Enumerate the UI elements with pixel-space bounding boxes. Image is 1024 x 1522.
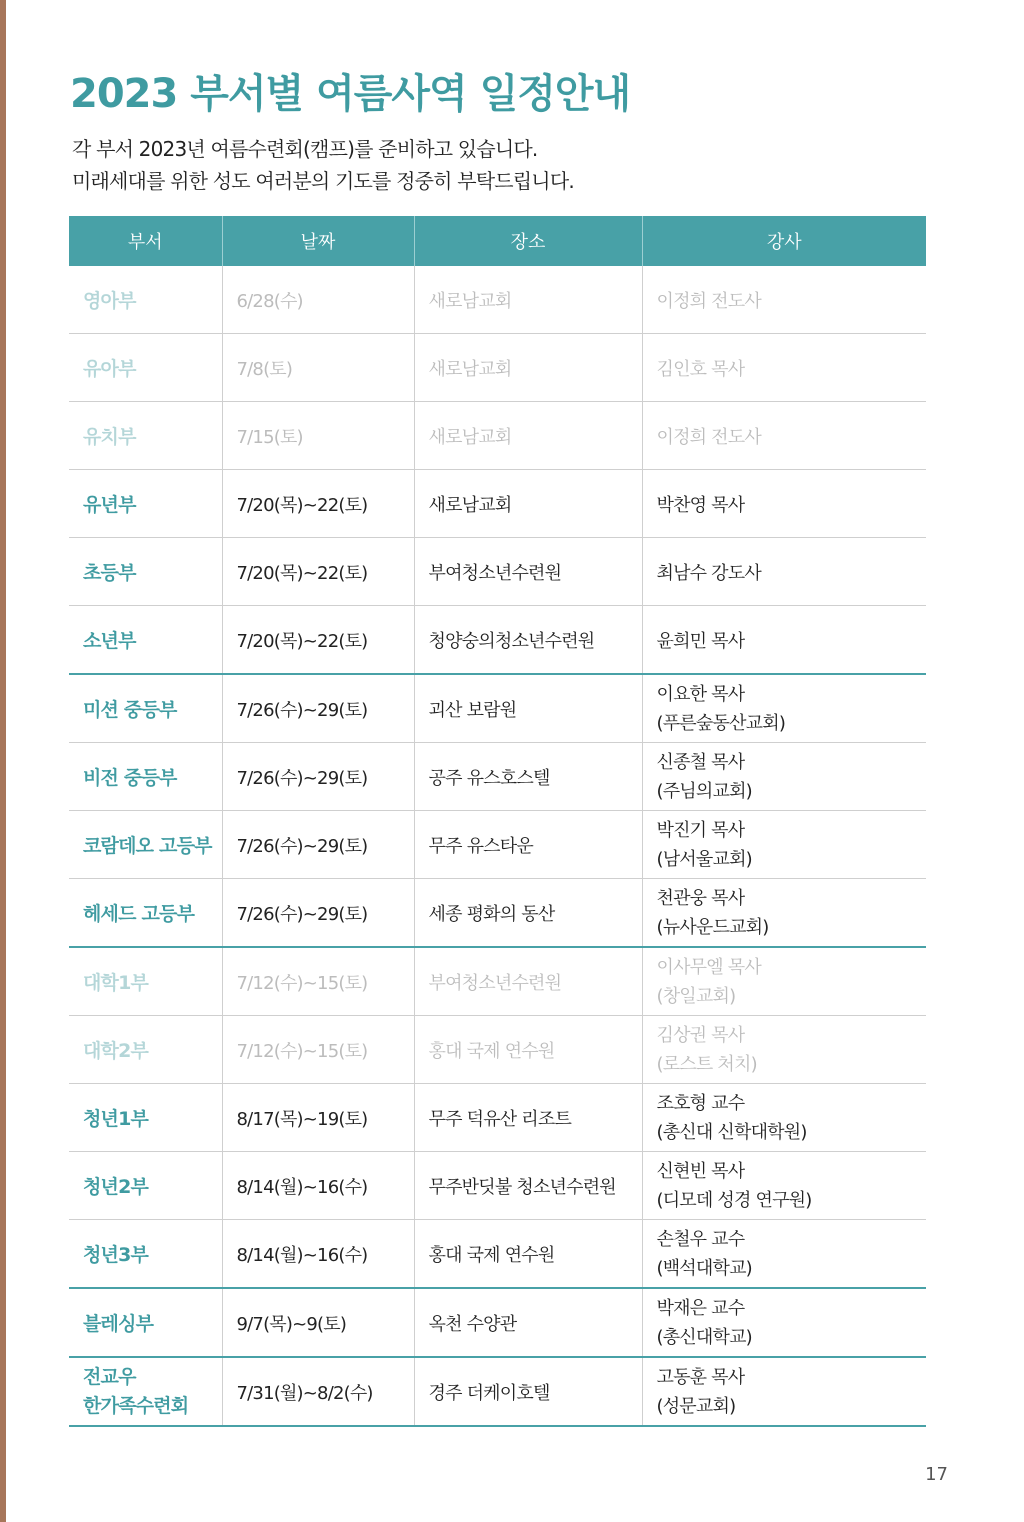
speaker-affiliation: (푸른숲동산교회) [656,712,786,734]
table-row [69,1288,926,1357]
speaker-affiliation: (창일교회) [656,985,736,1007]
header-dept: 부서 [69,216,222,266]
date-cell: 7/31(월)~8/2(수) [222,1357,414,1426]
speaker-cell: 이정희 전도사 [642,266,926,334]
page-title: 2023 부서별 여름사역 일정안내 [70,71,631,117]
speaker-cell [642,811,926,879]
speaker-cell [642,1152,926,1220]
speaker-name: 박진기 목사 [656,819,745,841]
speaker-cell [642,1016,926,1084]
speaker-name: 김상권 목사 [656,1024,745,1046]
place-cell: 홍대 국제 연수원 [414,1220,642,1289]
date-cell: 7/20(목)~22(토) [222,538,414,606]
place-cell: 무주 덕유산 리조트 [414,1084,642,1152]
table-row [69,1220,926,1289]
speaker-affiliation: (백석대학교) [656,1257,752,1279]
dept-cell: 청년2부 [69,1152,222,1220]
place-cell: 새로남교회 [414,402,642,470]
speaker-cell: 김인호 목사 [642,334,926,402]
speaker-cell [642,947,926,1016]
page-number: 17 [925,1464,948,1485]
speaker-cell: 윤희민 목사 [642,606,926,675]
dept-cell: 헤세드 고등부 [69,879,222,948]
speaker-name: 조호형 교수 [656,1092,745,1114]
table-row [69,606,926,675]
table-row [69,811,926,879]
speaker-name: 신현빈 목사 [656,1160,745,1182]
date-cell: 9/7(목)~9(토) [222,1288,414,1357]
header-place: 장소 [414,216,642,266]
place-cell: 경주 더케이호텔 [414,1357,642,1426]
date-cell: 6/28(수) [222,266,414,334]
table-row [69,334,926,402]
date-cell: 7/20(목)~22(토) [222,470,414,538]
date-cell: 7/26(수)~29(토) [222,743,414,811]
dept-cell: 유치부 [69,402,222,470]
speaker-cell [642,879,926,948]
place-cell: 공주 유스호스텔 [414,743,642,811]
speaker-name: 신종철 목사 [656,751,745,773]
place-cell: 새로남교회 [414,470,642,538]
speaker-name: 이요한 목사 [656,683,745,705]
table-row [69,674,926,743]
table-row [69,879,926,948]
dept-cell [69,1357,222,1426]
date-cell: 7/26(수)~29(토) [222,674,414,743]
table-row [69,1084,926,1152]
date-cell: 7/12(수)~15(토) [222,1016,414,1084]
speaker-affiliation: (뉴사운드교회) [656,916,769,938]
place-cell: 무주반딧불 청소년수련원 [414,1152,642,1220]
table-row [69,470,926,538]
table-header-row [69,216,926,266]
speaker-cell [642,1220,926,1289]
speaker-cell [642,1084,926,1152]
header-date: 날짜 [222,216,414,266]
place-cell: 청양숭의청소년수련원 [414,606,642,675]
table-row [69,947,926,1016]
dept-cell: 미션 중등부 [69,674,222,743]
speaker-cell [642,674,926,743]
speaker-name: 박재은 교수 [656,1297,745,1319]
intro-text [72,133,574,197]
table-row [69,1152,926,1220]
speaker-cell: 이정희 전도사 [642,402,926,470]
speaker-cell: 최남수 강도사 [642,538,926,606]
dept-line-1: 전교우 [83,1365,136,1388]
speaker-affiliation: (총신대 신학대학원) [656,1121,807,1143]
date-cell: 7/26(수)~29(토) [222,811,414,879]
speaker-affiliation: (총신대학교) [656,1326,752,1348]
place-cell: 무주 유스타운 [414,811,642,879]
dept-cell: 비전 중등부 [69,743,222,811]
intro-line-2: 미래세대를 위한 성도 여러분의 기도를 정중히 부탁드립니다. [72,169,574,193]
place-cell: 새로남교회 [414,334,642,402]
place-cell: 부여청소년수련원 [414,538,642,606]
dept-cell: 대학1부 [69,947,222,1016]
speaker-affiliation: (성문교회) [656,1395,736,1417]
dept-cell: 소년부 [69,606,222,675]
speaker-name: 고동훈 목사 [656,1366,745,1388]
date-cell: 7/20(목)~22(토) [222,606,414,675]
dept-cell: 청년1부 [69,1084,222,1152]
schedule-table [69,216,926,1427]
intro-line-1: 각 부서 2023년 여름수련회(캠프)를 준비하고 있습니다. [72,137,538,161]
speaker-name: 손철우 교수 [656,1228,745,1250]
place-cell: 새로남교회 [414,266,642,334]
page-edge-strip [0,0,6,1522]
dept-cell: 블레싱부 [69,1288,222,1357]
speaker-cell [642,1357,926,1426]
dept-cell: 영아부 [69,266,222,334]
speaker-affiliation: (주님의교회) [656,780,752,802]
place-cell: 괴산 보람원 [414,674,642,743]
dept-cell: 코람데오 고등부 [69,811,222,879]
dept-cell: 대학2부 [69,1016,222,1084]
date-cell: 7/8(토) [222,334,414,402]
place-cell: 부여청소년수련원 [414,947,642,1016]
speaker-cell [642,1288,926,1357]
table-row [69,743,926,811]
date-cell: 7/12(수)~15(토) [222,947,414,1016]
dept-cell: 초등부 [69,538,222,606]
place-cell: 홍대 국제 연수원 [414,1016,642,1084]
date-cell: 8/14(월)~16(수) [222,1220,414,1289]
speaker-affiliation: (로스트 처치) [656,1053,757,1075]
speaker-affiliation: (디모데 성경 연구원) [656,1189,812,1211]
date-cell: 7/15(토) [222,402,414,470]
table-row [69,538,926,606]
table-row [69,1016,926,1084]
table-row [69,402,926,470]
speaker-name: 천관웅 목사 [656,887,745,909]
dept-cell: 유년부 [69,470,222,538]
dept-cell: 유아부 [69,334,222,402]
dept-cell: 청년3부 [69,1220,222,1289]
speaker-cell [642,743,926,811]
speaker-name: 이사무엘 목사 [656,956,761,978]
dept-line-2: 한가족수련회 [83,1394,189,1417]
date-cell: 7/26(수)~29(토) [222,879,414,948]
table-row [69,266,926,334]
header-speaker: 강사 [642,216,926,266]
date-cell: 8/17(목)~19(토) [222,1084,414,1152]
date-cell: 8/14(월)~16(수) [222,1152,414,1220]
speaker-cell: 박찬영 목사 [642,470,926,538]
place-cell: 세종 평화의 동산 [414,879,642,948]
speaker-affiliation: (남서울교회) [656,848,752,870]
place-cell: 옥천 수양관 [414,1288,642,1357]
table-row [69,1357,926,1426]
